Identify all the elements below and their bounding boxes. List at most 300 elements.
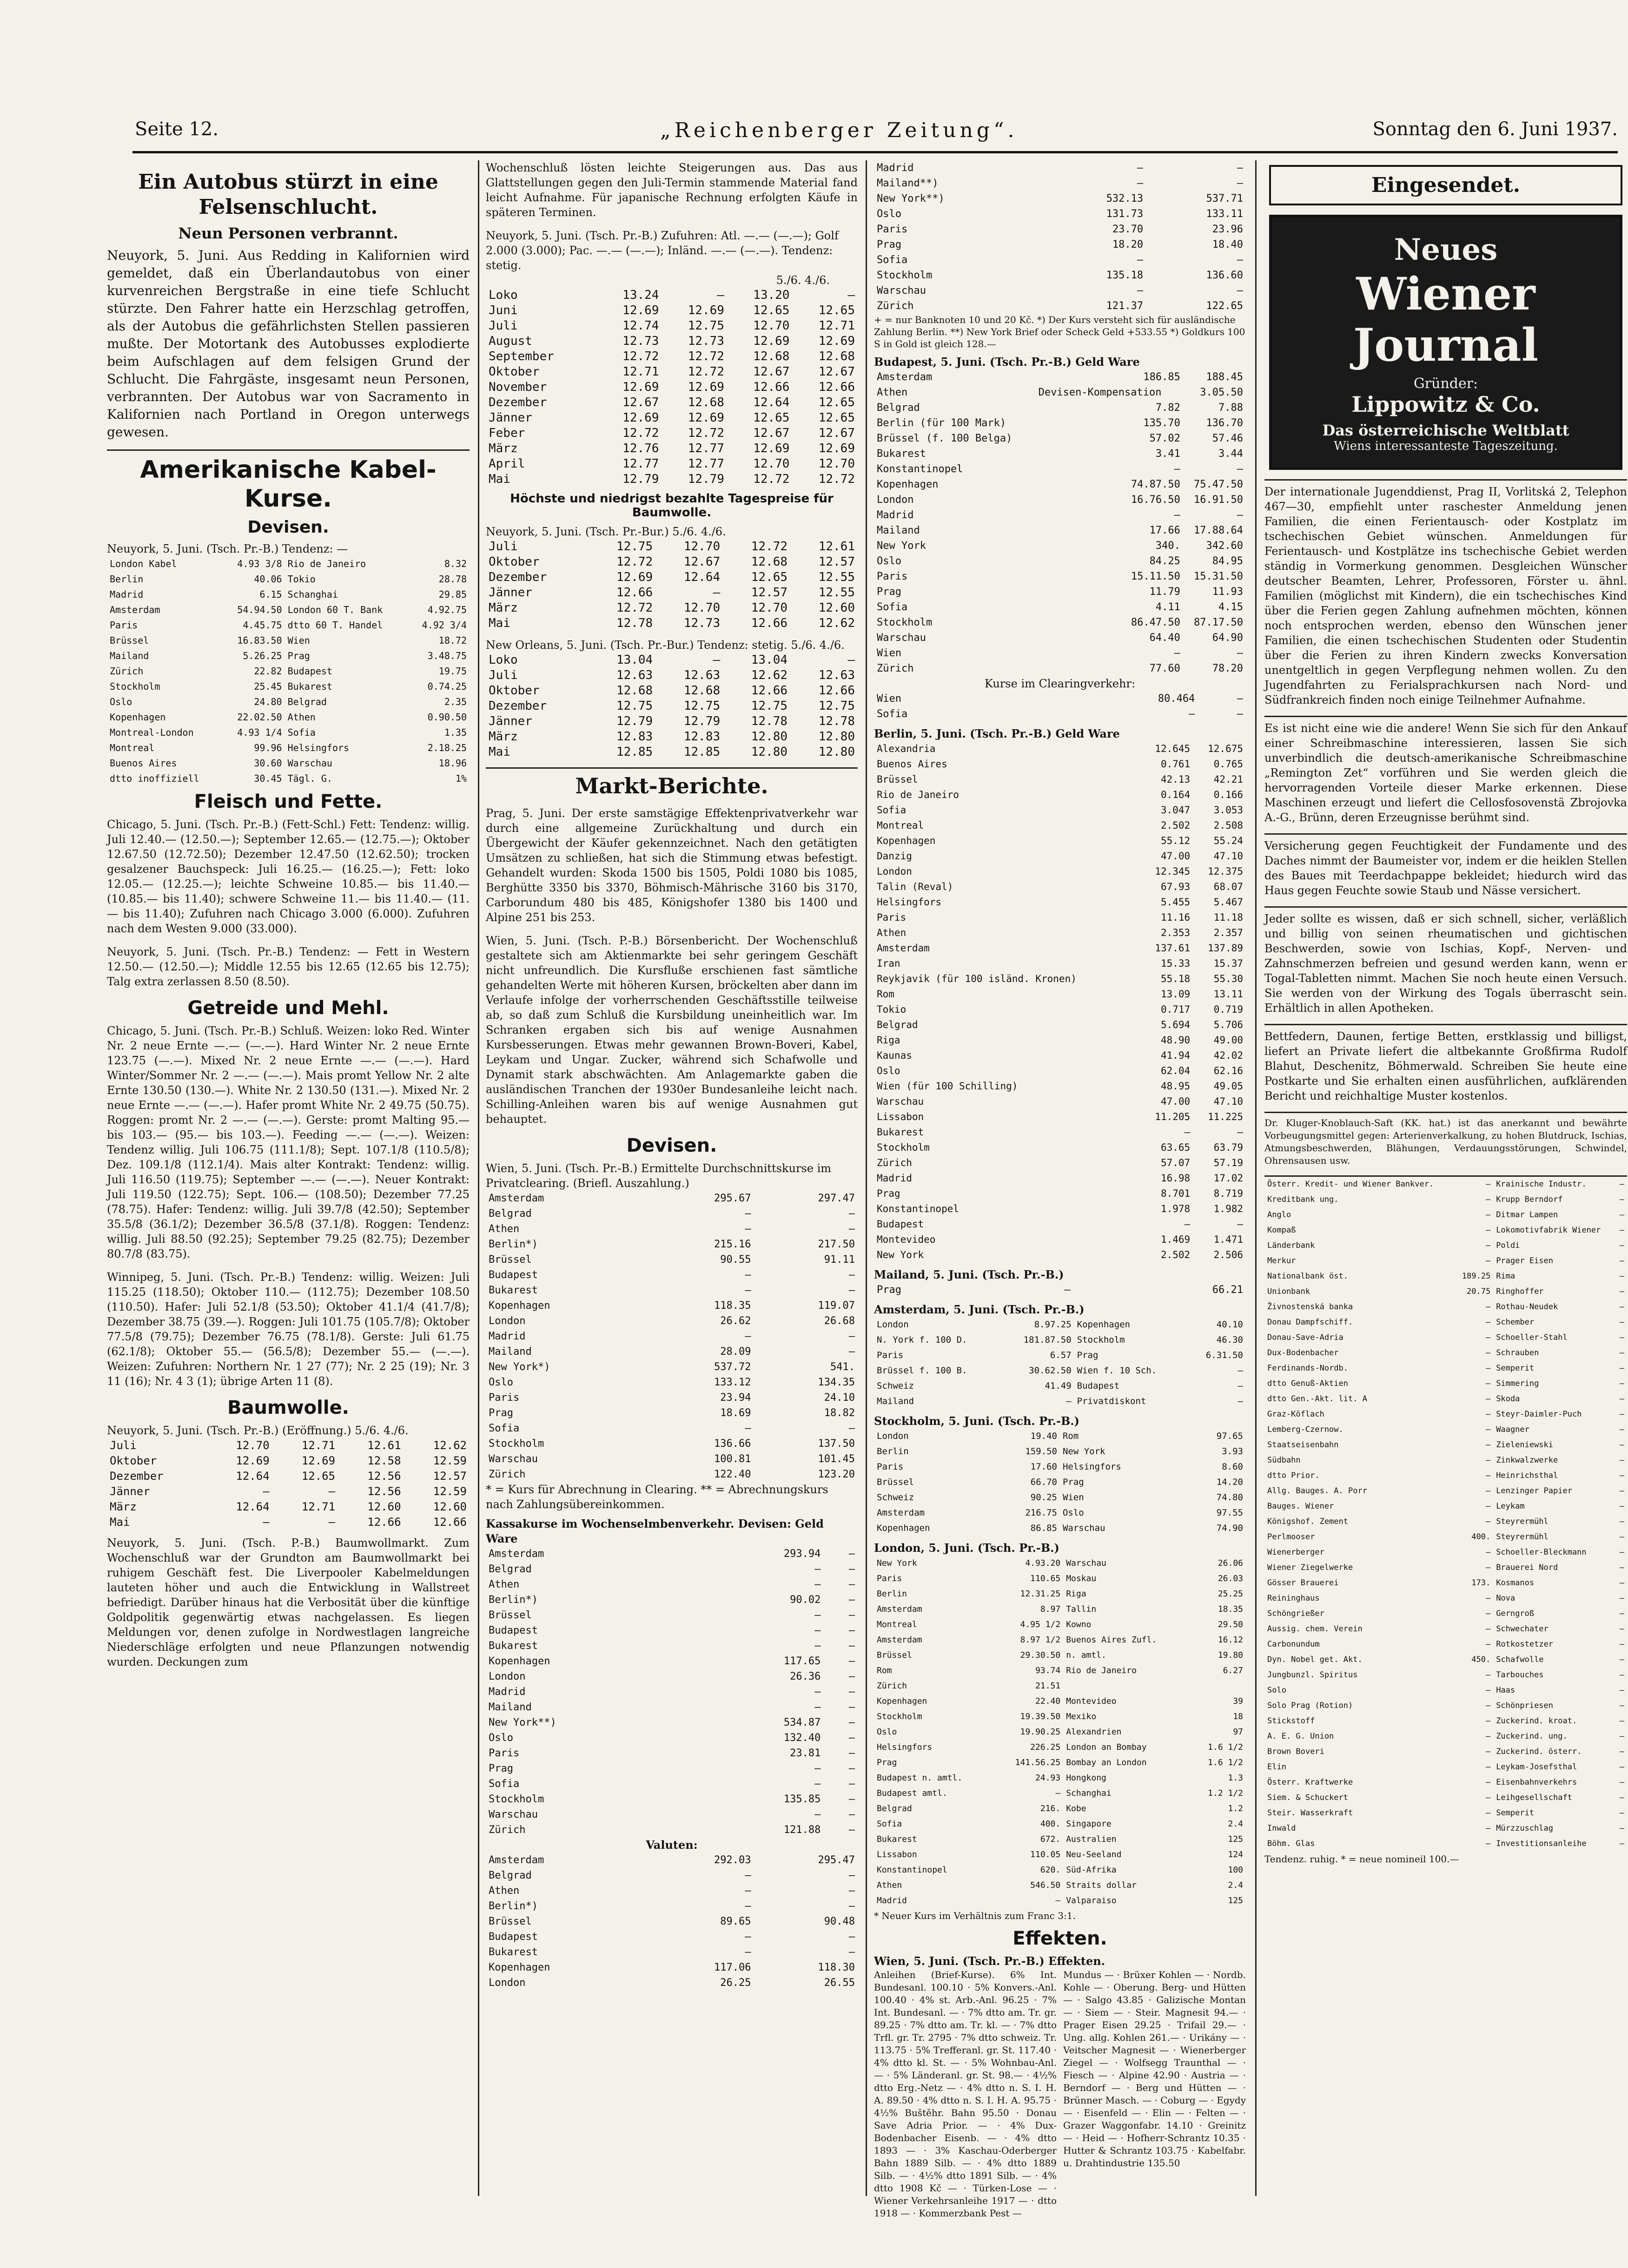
table-cell: — — [1485, 1732, 1491, 1741]
table-cell: Belgrad — [877, 1019, 918, 1030]
table-cell: Amsterdam — [877, 371, 933, 383]
valuten-table — [486, 1853, 858, 1991]
table-cell: 450. — [1471, 1655, 1491, 1664]
table-cell: 57.46 — [1212, 433, 1243, 444]
table-cell: Brüssel — [877, 774, 918, 785]
table-cell: Madrid — [877, 162, 914, 174]
table-row — [1264, 1361, 1627, 1376]
table-row — [874, 1186, 1246, 1201]
table-cell: 121.88 — [783, 1824, 821, 1836]
table-cell: 5.694 — [1160, 1019, 1191, 1030]
table-cell: 8.60 — [1222, 1462, 1243, 1472]
table-row — [874, 1348, 1246, 1363]
table-cell: 12.75 — [818, 699, 855, 713]
table-cell: Moskau — [1066, 1574, 1097, 1583]
table-row — [107, 1438, 470, 1453]
table-cell: 4.45.75 — [243, 620, 282, 631]
table-row — [1264, 1591, 1627, 1606]
table-cell: 215.16 — [714, 1239, 751, 1250]
table-cell: — — [848, 1763, 855, 1774]
table-row — [486, 1792, 858, 1807]
table-cell: Lissabon — [877, 1111, 924, 1122]
table-row — [874, 691, 1246, 706]
table-cell: Oslo — [1062, 1508, 1084, 1518]
table-cell: Kopenhagen — [489, 1962, 550, 1973]
table-cell: Kopenhagen — [877, 479, 939, 490]
ad-brand-line1: Neues — [1394, 232, 1498, 267]
table-cell: Belgrad — [287, 696, 327, 707]
table-row — [874, 646, 1246, 661]
table-cell: 15.31.50 — [1194, 571, 1243, 582]
table-row — [486, 456, 858, 472]
table-cell: — — [848, 1931, 855, 1943]
table-row — [1264, 1698, 1627, 1714]
table-row — [874, 1094, 1246, 1109]
table-cell: 12.69 — [818, 442, 855, 455]
prag-text: Prag, 5. Juni. Der erste samstägige Effektenprivatverkehr war durch eine allgemeine Zurückhaltung und durch ein Übergewicht der Käufer gekennzeichnet. Nach den getätigten Umsätzen zu schließen, hat sich die Stimmung etwas befestigt. Gehandelt wurden: Skoda 1500 bis 1505, Poldi 1080 bis 1085, Berghütte 3350 bis 3370, Böhmisch-Mährische 3160 bis 3170, Carborundum 480 bis 485, Königshofer 1380 bis 1400 und Alpine 251 bis 253. — [486, 807, 858, 924]
table-cell: 18 — [1233, 1712, 1243, 1721]
table-cell: 135.85 — [783, 1793, 821, 1805]
table-cell: 12.65 — [753, 303, 790, 317]
table-cell: — — [1619, 1839, 1624, 1848]
table-cell: — — [848, 1208, 855, 1220]
table-cell: Feber — [489, 426, 525, 440]
berlin-table — [874, 741, 1246, 1263]
table-cell: 12.65 — [751, 570, 788, 584]
table-cell: 12.66 — [818, 380, 855, 394]
table-cell: Oktober — [110, 1454, 157, 1467]
table-cell: — — [745, 1285, 751, 1296]
table-cell: Danzig — [877, 850, 912, 862]
table-cell: n. amtl. — [1066, 1650, 1106, 1660]
table-cell: 18.20 — [1112, 239, 1144, 251]
table-cell: 23.96 — [1212, 224, 1243, 235]
table-cell: Zieleniewski — [1496, 1440, 1554, 1450]
table-cell: 2.4 — [1228, 1819, 1243, 1829]
table-cell: 1.2 1/2 — [1208, 1788, 1243, 1798]
table-cell: — — [848, 1423, 855, 1434]
hoechst-table — [486, 539, 858, 631]
table-cell: — — [1485, 1548, 1491, 1557]
table-cell: 101.45 — [818, 1453, 855, 1465]
table-cell: — — [848, 1331, 855, 1342]
table-cell: 1.982 — [1213, 1203, 1243, 1214]
table-cell: 12.375 — [1208, 866, 1243, 877]
table-row — [874, 1125, 1246, 1140]
table-cell: Montreal — [877, 1620, 917, 1629]
table-cell: 12.69 — [236, 1454, 270, 1467]
table-cell: 2.506 — [1213, 1249, 1243, 1260]
table-row — [486, 1868, 858, 1883]
table-cell: Prag — [1077, 1350, 1099, 1360]
table-row — [486, 1191, 858, 1206]
table-cell: 12.60 — [367, 1500, 401, 1513]
table-cell: — — [1237, 285, 1243, 297]
table-cell: 90.25 — [1030, 1492, 1057, 1503]
table-cell: Paris — [877, 1350, 904, 1360]
table-cell: Budapest n. amtl. — [877, 1773, 963, 1783]
table-cell: Mailand**) — [877, 178, 939, 189]
table-row — [874, 1602, 1246, 1617]
table-cell: 12.67 — [753, 426, 790, 440]
table-cell: 12.60 — [433, 1500, 467, 1513]
table-row — [874, 1632, 1246, 1648]
table-cell: 0.164 — [1160, 789, 1191, 800]
table-cell: — — [1184, 1219, 1191, 1230]
table-cell: — — [848, 1609, 855, 1621]
table-row — [874, 462, 1246, 477]
table-cell: 26.03 — [1218, 1574, 1243, 1583]
table-cell: 12.64 — [236, 1470, 270, 1483]
table-row — [874, 1155, 1246, 1171]
table-cell: Schweiz — [877, 1492, 914, 1503]
table-cell: 12.72 — [616, 555, 653, 569]
table-row — [486, 364, 858, 380]
table-cell: 6.31.50 — [1205, 1350, 1243, 1360]
table-cell: Mai — [489, 616, 510, 630]
table-cell: London — [877, 866, 912, 877]
table-cell: Zuckerind. kroat. — [1496, 1716, 1577, 1726]
table-row — [486, 303, 858, 318]
table-row — [486, 395, 858, 410]
table-cell: Berlin — [110, 574, 144, 585]
table-cell: Heinrichsthal — [1496, 1471, 1558, 1480]
table-row — [107, 618, 470, 633]
table-row — [486, 1730, 858, 1746]
table-cell: Ferdinands-Nordb. — [1267, 1364, 1348, 1373]
table-cell: London 60 T. Bank — [287, 604, 383, 615]
table-cell: 23.81 — [790, 1747, 821, 1759]
table-cell: 12.77 — [688, 457, 724, 471]
table-cell: Stockholm — [489, 1793, 544, 1805]
table-cell: Warschau — [877, 285, 926, 297]
table-cell: Reykjavik (für 100 isländ. Kronen) — [877, 973, 1077, 984]
table-cell: Stockholm — [489, 1438, 544, 1450]
table-cell: — — [1619, 1471, 1624, 1480]
table-cell: 12.56 — [367, 1485, 401, 1498]
table-cell: — — [848, 1809, 855, 1820]
table-row — [486, 1776, 858, 1792]
table-row — [486, 1390, 858, 1405]
table-cell: Warschau — [877, 1096, 924, 1107]
table-row — [107, 556, 470, 572]
table-row — [107, 1469, 470, 1484]
table-cell: 216.75 — [1025, 1508, 1057, 1518]
ad-claim2: Wiens interessanteste Tageszeitung. — [1334, 439, 1558, 453]
table-cell: 12.66 — [367, 1516, 401, 1529]
table-row — [486, 1807, 858, 1822]
table-cell: 13.11 — [1213, 989, 1243, 1000]
table-cell: Solo — [1267, 1686, 1286, 1695]
table-cell: Jänner — [489, 586, 532, 600]
table-row — [874, 523, 1246, 538]
table-cell: Lissabon — [877, 1850, 917, 1859]
table-cell: Jänner — [489, 714, 532, 728]
table-cell: — — [848, 1346, 855, 1358]
table-cell: — — [1619, 1548, 1624, 1557]
table-row — [874, 1847, 1246, 1862]
table-row — [486, 1761, 858, 1776]
table-cell: 3.41 — [1155, 448, 1180, 460]
table-cell: Mailand — [877, 1396, 914, 1406]
table-cell: 30.62.50 — [1029, 1365, 1072, 1376]
table-cell: 29.85 — [438, 589, 467, 600]
table-cell: Athen — [489, 1579, 520, 1590]
table-cell: 26.25 — [720, 1977, 751, 1989]
table-row — [486, 1283, 858, 1298]
table-cell: — — [1485, 1609, 1491, 1618]
table-cell: 89.65 — [720, 1916, 751, 1927]
table-cell: Valparaiso — [1066, 1896, 1117, 1905]
table-cell: 55.24 — [1213, 835, 1243, 846]
table-cell: 537.72 — [714, 1361, 751, 1373]
table-row — [874, 1571, 1246, 1586]
table-cell: Simmering — [1496, 1379, 1539, 1388]
table-cell: Madrid — [877, 1896, 907, 1905]
table-cell: Athen — [877, 927, 907, 938]
table-row — [874, 1862, 1246, 1878]
table-cell: 12.69 — [688, 303, 724, 317]
table-cell: Madrid — [877, 509, 914, 521]
table-cell: Madrid — [110, 589, 144, 600]
table-cell: Paris — [877, 912, 907, 923]
table-cell: 49.00 — [1213, 1035, 1243, 1046]
table-cell: 17.60 — [1030, 1462, 1057, 1472]
table-cell: 26.68 — [824, 1315, 855, 1327]
table-row — [874, 1048, 1246, 1063]
table-row — [874, 1140, 1246, 1155]
table-row — [1264, 1391, 1627, 1407]
table-cell: Länderbank — [1267, 1241, 1315, 1250]
table-cell: 12.68 — [818, 349, 855, 363]
table-row — [874, 956, 1246, 971]
table-row — [874, 1724, 1246, 1740]
table-row — [874, 1755, 1246, 1770]
table-cell: 16.12 — [1218, 1635, 1243, 1645]
table-cell: Loko — [489, 653, 518, 667]
table-cell: Oslo — [877, 555, 901, 567]
table-row — [874, 615, 1246, 630]
table-cell: 12.62 — [818, 616, 855, 630]
table-row — [1264, 1437, 1627, 1453]
effekten-head: Wien, 5. Juni. (Tsch. Pr.-B.) Effekten. — [874, 1954, 1105, 1968]
table-cell: Kopenhagen — [489, 1655, 550, 1667]
table-cell: 2.18.25 — [427, 742, 467, 753]
table-cell: — — [745, 1208, 751, 1220]
ad-wiener-journal — [1269, 215, 1622, 470]
table-cell: — — [848, 1686, 855, 1698]
table-cell: Brüssel — [110, 635, 149, 646]
table-row — [874, 1490, 1246, 1505]
table-row — [486, 472, 858, 487]
table-row — [874, 160, 1246, 176]
table-cell: 532.13 — [1106, 193, 1144, 204]
table-cell: 11.16 — [1160, 912, 1191, 923]
table-row — [1264, 1560, 1627, 1576]
table-cell: Budapest — [489, 1625, 538, 1636]
table-cell: Prag — [877, 1284, 901, 1296]
table-row — [1264, 1238, 1627, 1253]
table-cell: — — [1619, 1195, 1624, 1204]
table-cell: Prag — [877, 239, 901, 251]
stockholm-table — [874, 1429, 1246, 1536]
table-cell: Rima — [1496, 1272, 1515, 1281]
table-cell: Warschau — [287, 758, 332, 769]
table-cell: 141.56.25 — [1015, 1758, 1061, 1767]
table-cell: 12.72 — [622, 349, 659, 363]
table-row — [486, 1853, 858, 1868]
table-cell: — — [1619, 1578, 1624, 1588]
table-cell: — — [1137, 178, 1144, 189]
table-cell: Brüssel — [489, 1254, 532, 1266]
table-cell: Dezember — [489, 699, 547, 713]
table-row — [1264, 1499, 1627, 1514]
table-row — [874, 1002, 1246, 1017]
table-cell: — — [1485, 1379, 1491, 1388]
table-cell: Athen — [489, 1885, 520, 1897]
table-cell: — — [1485, 1701, 1491, 1710]
table-cell: 12.69 — [753, 334, 790, 348]
table-cell: Lokomotivfabrik Wiener — [1496, 1226, 1601, 1235]
table-row — [486, 1237, 858, 1252]
table-cell: 42.21 — [1213, 774, 1243, 785]
ad-founder: Lippowitz & Co. — [1351, 392, 1540, 417]
table-cell: — — [847, 288, 855, 302]
table-cell: Alexandria — [877, 743, 936, 754]
table-cell: Stockholm — [877, 617, 933, 628]
table-cell: — — [848, 1671, 855, 1682]
table-cell: Juni — [489, 303, 518, 317]
table-cell: 12.75 — [688, 319, 724, 333]
table-cell: 62.16 — [1213, 1065, 1243, 1076]
table-cell: Oslo — [489, 1732, 513, 1744]
table-cell: Warschau — [1062, 1523, 1105, 1533]
table-cell: Berlin*) — [489, 1900, 538, 1912]
table-cell: Jänner — [110, 1485, 150, 1498]
table-row — [1264, 1468, 1627, 1483]
table-cell: — — [1485, 1793, 1491, 1802]
table-cell: 12.77 — [622, 457, 659, 471]
table-cell: Talin (Reval) — [877, 881, 953, 892]
table-cell: — — [1064, 1284, 1071, 1296]
table-cell: Stockholm — [877, 270, 933, 281]
table-row — [874, 1232, 1246, 1247]
table-cell: 97 — [1233, 1727, 1243, 1737]
table-cell: August — [489, 334, 532, 348]
table-cell: 80.464 — [1158, 693, 1195, 705]
table-cell: Athen — [877, 387, 908, 398]
table-cell: — — [1619, 1624, 1624, 1634]
table-cell: — — [1619, 1517, 1624, 1526]
table-cell: 18.40 — [1212, 239, 1243, 251]
table-row — [874, 757, 1246, 772]
table-cell: New York**) — [489, 1717, 556, 1728]
table-row — [874, 1801, 1246, 1816]
table-cell: — — [713, 586, 721, 600]
table-row — [486, 1344, 858, 1359]
table-cell: 217.50 — [818, 1239, 855, 1250]
table-cell: Solo Prag (Rotion) — [1267, 1701, 1353, 1710]
table-cell: 118.35 — [714, 1300, 751, 1312]
table-cell: Krainische Industr. — [1496, 1180, 1587, 1189]
table-cell: — — [1619, 1318, 1624, 1327]
table-cell: 295.67 — [714, 1193, 751, 1204]
table-cell: — — [848, 1900, 855, 1912]
table-cell: 340. — [1155, 540, 1180, 552]
table-cell: Zinkwalzwerke — [1496, 1456, 1558, 1465]
table-cell: 87.17.50 — [1194, 617, 1243, 628]
table-row — [874, 1586, 1246, 1602]
table-cell: New York — [877, 540, 926, 552]
table-cell: Kreditbank ung. — [1267, 1195, 1339, 1204]
table-row — [874, 431, 1246, 446]
table-row — [874, 283, 1246, 298]
table-cell: 12.62 — [433, 1439, 467, 1452]
table-row — [874, 600, 1246, 615]
table-cell: Kopenhagen — [877, 1523, 930, 1533]
table-cell: Süd-Afrika — [1066, 1865, 1117, 1875]
table-cell: — — [1619, 1256, 1624, 1266]
table-cell: Dezember — [489, 396, 547, 409]
table-row — [874, 1556, 1246, 1571]
table-cell: — — [848, 1594, 855, 1606]
table-cell: Ringhoffer — [1496, 1287, 1544, 1296]
table-row — [1264, 1683, 1627, 1698]
table-cell: 12.80 — [751, 745, 788, 759]
table-cell: Konstantinopel — [877, 463, 963, 475]
table-cell: 121.37 — [1106, 300, 1144, 312]
table-cell: 11.225 — [1208, 1111, 1243, 1122]
table-cell: März — [489, 601, 518, 615]
table-row — [874, 772, 1246, 787]
table-row — [486, 334, 858, 349]
table-row — [874, 1109, 1246, 1125]
table-cell: Österr. Kraftwerke — [1267, 1778, 1353, 1787]
table-cell: — — [1066, 1396, 1072, 1406]
table-cell: März — [110, 1500, 137, 1513]
table-cell: — — [1485, 1747, 1491, 1756]
table-cell: — — [1485, 1486, 1491, 1496]
table-row — [486, 1638, 858, 1654]
table-cell: 131.73 — [1106, 208, 1144, 220]
table-cell: Mailand — [110, 650, 149, 661]
table-cell: April — [489, 457, 525, 471]
table-row — [486, 410, 858, 426]
table-cell: 12.69 — [622, 303, 659, 317]
table-row — [874, 1063, 1246, 1079]
table-cell: Wien — [877, 647, 901, 659]
table-cell: 17.66 — [1149, 525, 1180, 536]
table-cell: 1.6 1/2 — [1208, 1742, 1243, 1752]
table-cell: 0.90.50 — [427, 712, 467, 723]
table-cell: Juli — [489, 540, 518, 554]
table-cell: Schweiz — [877, 1381, 914, 1391]
table-row — [1264, 1269, 1627, 1284]
table-cell: — — [1485, 1670, 1491, 1680]
table-cell: Berlin*) — [489, 1594, 538, 1606]
table-cell: Schöngrießer — [1267, 1609, 1324, 1618]
table-cell: Leykam — [1496, 1502, 1525, 1511]
table-cell — [1063, 1678, 1191, 1694]
markt-title: Markt-Berichte. — [486, 767, 858, 798]
table-cell: 19.75 — [438, 666, 467, 677]
table-cell: Mürzzuschlag — [1496, 1824, 1554, 1833]
table-cell: — — [1619, 1747, 1624, 1756]
table-cell: — — [848, 1793, 855, 1805]
table-cell: 15.11.50 — [1131, 571, 1180, 582]
table-cell: 12.66 — [753, 380, 790, 394]
table-cell: Madrid — [489, 1331, 526, 1342]
